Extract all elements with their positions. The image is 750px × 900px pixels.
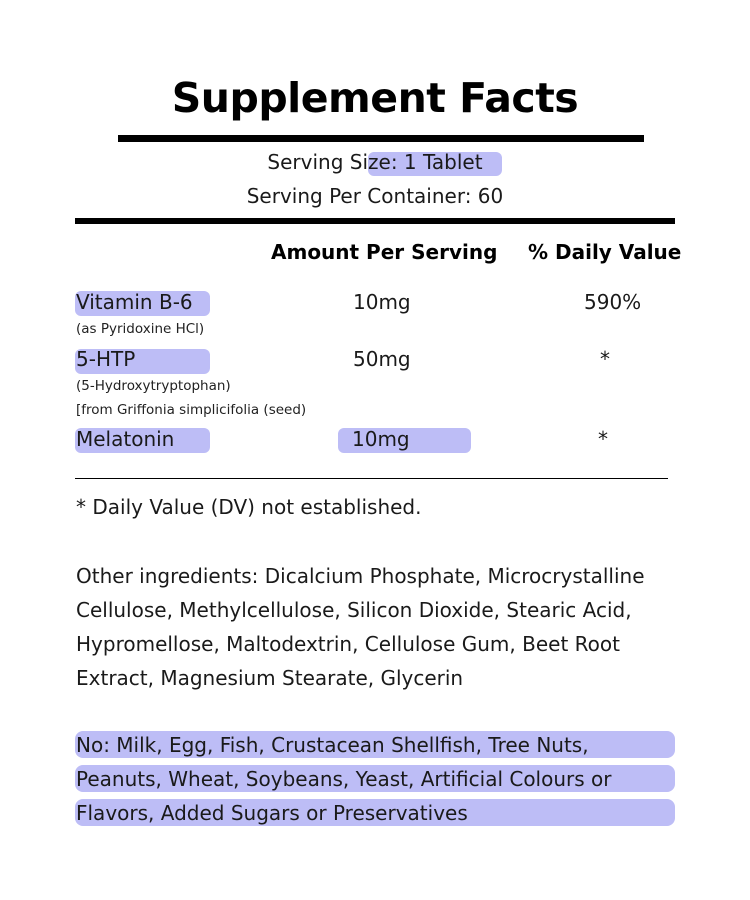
ingredient-daily-value: * — [600, 347, 610, 371]
table-end-rule — [75, 478, 668, 479]
ingredient-source: [from Griffonia simplicifolia (seed) — [76, 402, 307, 418]
daily-value-note: * Daily Value (DV) not established. — [76, 495, 422, 519]
ingredient-daily-value: * — [598, 427, 608, 451]
servings-per-container: Serving Per Container: 60 — [246, 184, 504, 208]
ingredient-name: 5-HTP — [76, 347, 136, 371]
header-rule — [75, 218, 675, 224]
column-daily-value-header: % Daily Value — [528, 240, 682, 264]
title-rule — [118, 135, 644, 142]
serving-size — [0, 150, 750, 174]
column-amount-header: Amount Per Serving — [271, 240, 498, 264]
ingredient-amount: 10mg — [353, 290, 411, 314]
ingredient-amount: 10mg — [352, 427, 410, 451]
serving-size-prefix: Serving Si — [267, 150, 369, 174]
allergen-free-statement: No: Milk, Egg, Fish, Crustacean Shellfish, Tree Nuts, Peanuts, Wheat, Soybeans, Yeast, Artificial Colours or Flavors, Added Sugars or Preservatives — [76, 733, 612, 825]
ingredient-name: Vitamin B-6 — [76, 290, 193, 314]
ingredient-daily-value: 590% — [584, 290, 642, 314]
ingredient-detail: (as Pyridoxine HCl) — [76, 321, 205, 337]
ingredient-name: Melatonin — [76, 427, 175, 451]
ingredient-amount: 50mg — [353, 347, 411, 371]
page-title: Supplement Facts — [171, 74, 579, 122]
other-ingredients: Other ingredients: Dicalcium Phosphate, Microcrystalline Cellulose, Methylcellulose, Silicon Dioxide, Stearic Acid, Hypromellose, Maltodextrin, Cellulose Gum, Beet Root Extract, Magnesium Stearate, Glycerin — [76, 564, 645, 690]
serving-size-value: ze: 1 Tablet — [368, 150, 483, 174]
ingredient-detail: (5-Hydroxytryptophan) — [76, 378, 231, 394]
